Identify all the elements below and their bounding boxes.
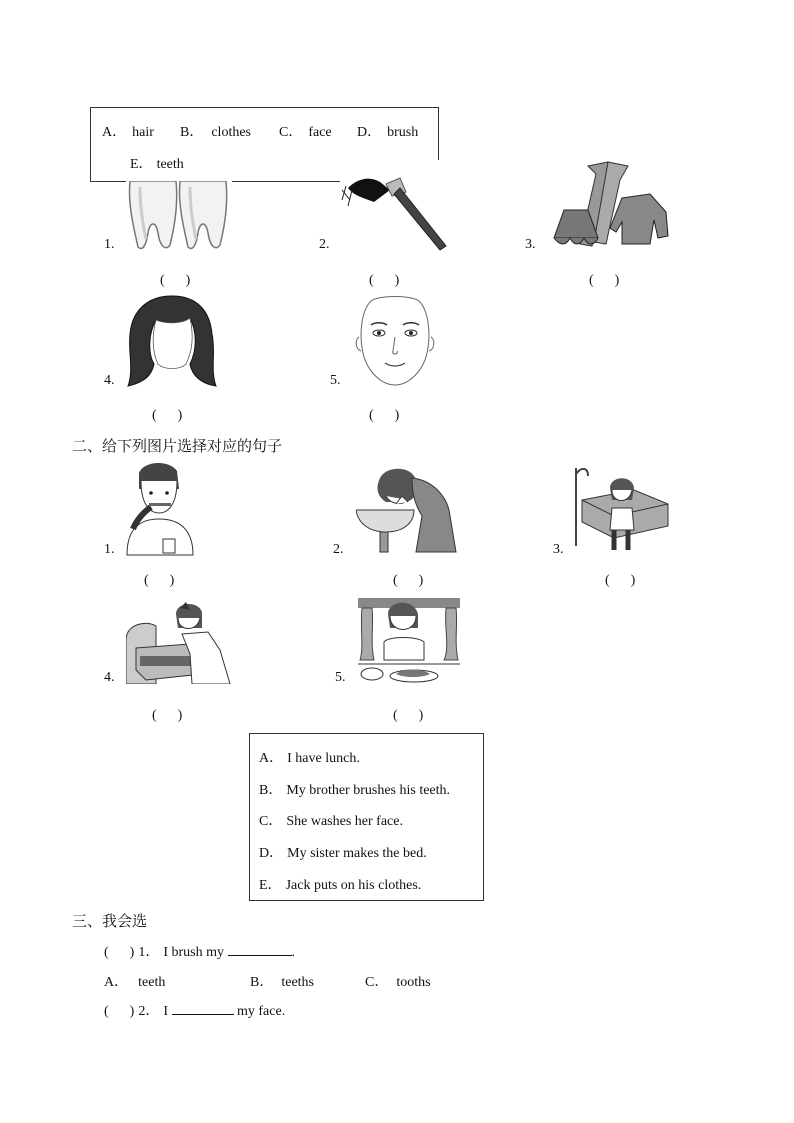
clothes-icon bbox=[548, 160, 669, 254]
choice-a[interactable] bbox=[104, 971, 165, 991]
answer-paren[interactable]: ( ) bbox=[152, 708, 183, 723]
option-key: D． bbox=[259, 846, 284, 861]
option-key: D． bbox=[357, 125, 382, 140]
answer-paren[interactable]: ( ) bbox=[152, 408, 183, 423]
option-text: She washes her face. bbox=[286, 814, 403, 829]
option-key: C． bbox=[279, 125, 303, 140]
question-1 bbox=[104, 941, 295, 961]
brush-icon bbox=[340, 160, 452, 252]
answer-paren[interactable]: ( ) bbox=[104, 945, 135, 960]
choice-c[interactable] bbox=[365, 971, 431, 991]
option-text: Jack puts on his clothes. bbox=[285, 878, 422, 893]
option-key: E． bbox=[130, 157, 153, 172]
section-heading: 二、给下列图片选择对应的句子 bbox=[72, 437, 283, 455]
girl-washing-face-icon bbox=[356, 466, 466, 554]
question-2 bbox=[104, 1000, 285, 1020]
option-word: face bbox=[308, 125, 332, 140]
question-number: 1． bbox=[138, 945, 160, 960]
option-key: B． bbox=[180, 125, 204, 140]
answer-paren[interactable]: ( ) bbox=[369, 273, 400, 288]
question-number: 2． bbox=[138, 1004, 160, 1019]
sentence-option-a bbox=[259, 747, 360, 767]
section-heading: 三、我会选 bbox=[72, 912, 148, 930]
answer-paren[interactable]: ( ) bbox=[144, 573, 175, 588]
answer-paren[interactable]: ( ) bbox=[393, 708, 424, 723]
sentence-option-e bbox=[259, 874, 421, 894]
item-number: 5. bbox=[335, 670, 346, 685]
girl-making-bed-icon bbox=[126, 600, 232, 684]
option-word: brush bbox=[387, 125, 419, 140]
answer-paren[interactable]: ( ) bbox=[104, 1004, 135, 1019]
option-key: C． bbox=[259, 814, 283, 829]
option-text: teeth bbox=[138, 975, 166, 990]
face-icon bbox=[353, 295, 437, 388]
item-number: 1. bbox=[104, 542, 115, 557]
sentence-option-b bbox=[259, 779, 450, 799]
item-number: 4. bbox=[104, 373, 115, 388]
answer-blank[interactable] bbox=[228, 943, 292, 956]
boy-dressing-icon bbox=[574, 466, 670, 554]
item-number: 4. bbox=[104, 670, 115, 685]
item-number: 2. bbox=[333, 542, 344, 557]
option-key: E． bbox=[259, 878, 282, 893]
teeth-icon bbox=[126, 181, 232, 251]
answer-paren[interactable]: ( ) bbox=[160, 273, 191, 288]
option-word: hair bbox=[132, 125, 154, 140]
word-option-b bbox=[180, 121, 251, 141]
option-text: My brother brushes his teeth. bbox=[286, 783, 451, 798]
item-number: 3. bbox=[553, 542, 564, 557]
question-text-end: . bbox=[291, 945, 295, 960]
word-option-a bbox=[102, 121, 154, 141]
question-text: I brush my bbox=[163, 945, 224, 960]
answer-blank[interactable] bbox=[172, 1002, 234, 1015]
word-option-c bbox=[279, 121, 332, 141]
option-word: clothes bbox=[211, 125, 251, 140]
boy-having-lunch-icon bbox=[358, 598, 460, 684]
option-key: A． bbox=[104, 975, 129, 990]
option-key: A． bbox=[259, 751, 284, 766]
sentence-option-c bbox=[259, 810, 403, 830]
option-text: teeths bbox=[281, 975, 314, 990]
choice-b[interactable] bbox=[250, 971, 314, 991]
word-option-d bbox=[357, 121, 418, 141]
item-number: 2. bbox=[319, 237, 330, 252]
item-number: 5. bbox=[330, 373, 341, 388]
answer-paren[interactable]: ( ) bbox=[393, 573, 424, 588]
option-key: C． bbox=[365, 975, 389, 990]
answer-paren[interactable]: ( ) bbox=[605, 573, 636, 588]
option-text: tooths bbox=[396, 975, 431, 990]
option-key: A． bbox=[102, 125, 127, 140]
option-key: B． bbox=[259, 783, 283, 798]
question-text-end: my face. bbox=[237, 1004, 286, 1019]
word-option-e bbox=[130, 153, 184, 173]
option-text: My sister makes the bed. bbox=[287, 846, 427, 861]
hair-icon bbox=[126, 294, 218, 388]
answer-paren[interactable]: ( ) bbox=[369, 408, 400, 423]
option-text: I have lunch. bbox=[287, 751, 360, 766]
sentence-option-d bbox=[259, 842, 427, 862]
option-word: teeth bbox=[156, 157, 184, 172]
item-number: 3. bbox=[525, 237, 536, 252]
question-text: I bbox=[163, 1004, 168, 1019]
boy-brushing-teeth-icon bbox=[123, 459, 198, 556]
option-key: B． bbox=[250, 975, 274, 990]
answer-paren[interactable]: ( ) bbox=[589, 273, 620, 288]
item-number: 1. bbox=[104, 237, 115, 252]
